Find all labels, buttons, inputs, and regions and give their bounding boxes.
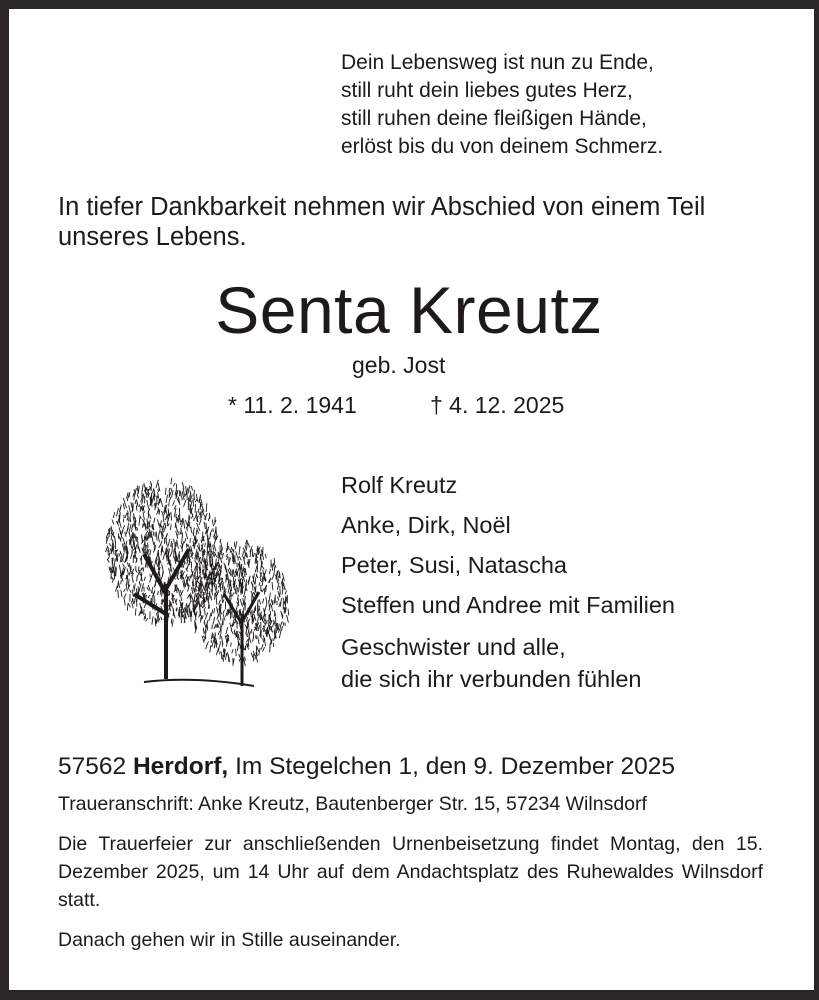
deceased-name: Senta Kreutz	[215, 273, 603, 347]
poem-line: still ruhen deine fleißigen Hände,	[341, 107, 647, 130]
death-date: † 4. 12. 2025	[430, 392, 565, 418]
poem-line: Dein Lebensweg ist nun zu Ende,	[341, 51, 654, 74]
tree-illustration	[94, 464, 294, 694]
poem-line: still ruht dein liebes gutes Herz,	[341, 79, 633, 102]
intro-line: unseres Lebens.	[58, 223, 247, 251]
mourner: Steffen und Andree mit Familien	[341, 592, 675, 618]
city: Herdorf,	[132, 753, 229, 780]
ground	[144, 680, 254, 686]
mourner: die sich ihr verbunden fühlen	[341, 666, 642, 692]
ceremony-text: Die Trauerfeier zur anschließenden Urnenbeisetzung findet Montag, den 15. Dezember 2025, um 14 Uhr auf dem Andachtsplatz des Ruhewaldes Wilnsdorf statt.	[58, 833, 763, 911]
mourning-address: Traueranschrift: Anke Kreutz, Bautenberger Str. 15, 57234 Wilnsdorf	[58, 793, 647, 815]
mourner: Geschwister und alle,	[341, 634, 566, 660]
birth-date: * 11. 2. 1941	[228, 392, 357, 418]
mourner: Rolf Kreutz	[341, 472, 458, 498]
zip: 57562	[58, 753, 127, 780]
obituary-notice	[9, 9, 814, 990]
poem-line: erlöst bis du von deinem Schmerz.	[341, 135, 664, 158]
intro-line: In tiefer Dankbarkeit nehmen wir Abschied von einem Teil	[58, 193, 706, 221]
address-rest: Im Stegelchen 1, den 9. Dezember 2025	[235, 753, 675, 780]
mourner: Anke, Dirk, Noël	[341, 512, 511, 538]
place-date-line	[58, 755, 675, 780]
small-tree-trunk	[224, 592, 259, 686]
mourner: Peter, Susi, Natascha	[341, 552, 567, 578]
maiden-name: geb. Jost	[352, 352, 446, 378]
closing-text: Danach gehen wir in Stille auseinander.	[58, 929, 401, 951]
